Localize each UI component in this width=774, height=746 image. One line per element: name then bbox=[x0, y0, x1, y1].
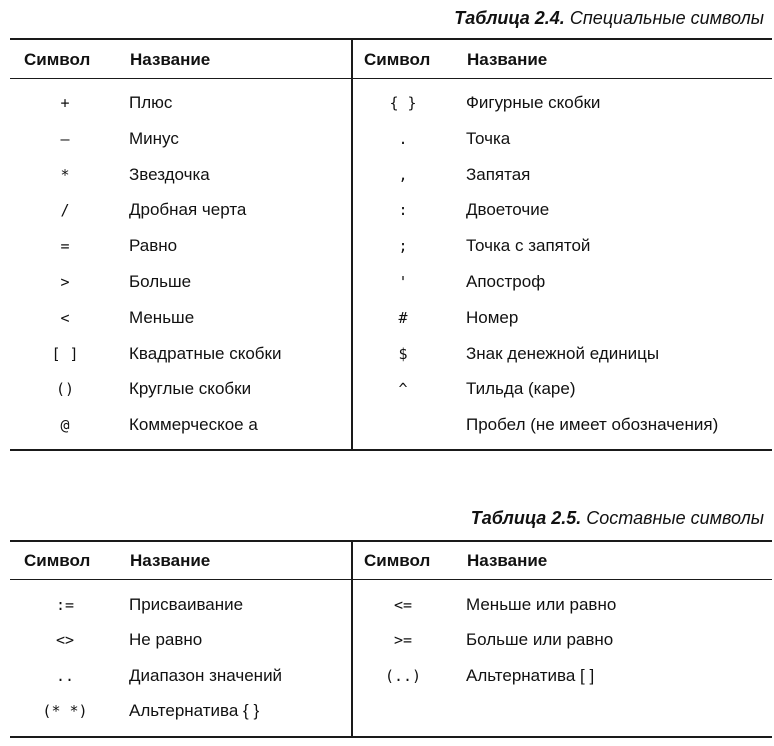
symbol-cell: ^ bbox=[398, 380, 408, 399]
name-cell: Меньше bbox=[129, 307, 195, 327]
table-caption bbox=[454, 8, 764, 29]
table-bottom-rule bbox=[10, 736, 772, 738]
table-header-rule bbox=[10, 78, 772, 79]
symbol-cell: (* *) bbox=[42, 701, 88, 720]
symbol-cell: { } bbox=[389, 94, 417, 112]
name-cell: Фигурные скобки bbox=[466, 93, 601, 112]
symbol-cell: * bbox=[60, 165, 70, 184]
symbol-cell: . bbox=[398, 129, 408, 148]
name-cell: Апостроф bbox=[466, 272, 546, 291]
table-column-divider bbox=[351, 540, 353, 738]
table-top-rule bbox=[10, 38, 772, 40]
symbol-cell: $ bbox=[398, 344, 408, 363]
name-cell: Больше или равно bbox=[466, 630, 614, 650]
symbol-cell: ; bbox=[398, 237, 408, 256]
name-cell: Коммерческое а bbox=[129, 415, 258, 435]
symbol-cell: () bbox=[55, 380, 75, 399]
table-caption bbox=[471, 508, 764, 529]
name-cell: Запятая bbox=[466, 164, 531, 184]
name-cell: Минус bbox=[129, 128, 179, 148]
symbol-cell: [ ] bbox=[51, 344, 79, 363]
table-top-rule bbox=[10, 540, 772, 542]
symbol-cell: >= bbox=[393, 631, 413, 650]
symbol-cell: @ bbox=[60, 416, 70, 435]
symbol-cell: = bbox=[60, 237, 70, 256]
symbol-cell: ' bbox=[398, 273, 408, 291]
header-name-left: Название bbox=[130, 551, 211, 570]
table-number: Таблица 2.5. bbox=[470, 508, 582, 528]
header-name-right: Название bbox=[467, 551, 548, 570]
name-cell: Точка bbox=[466, 128, 511, 148]
name-cell: Номер bbox=[466, 307, 519, 327]
name-cell: Двоеточие bbox=[466, 200, 550, 220]
name-cell: Квадратные скобки bbox=[129, 343, 282, 363]
table-number: Таблица 2.4. bbox=[454, 8, 565, 28]
header-symbol-right: Символ bbox=[364, 551, 431, 570]
name-cell: Не равно bbox=[129, 630, 203, 650]
name-cell: Точка с запятой bbox=[466, 236, 591, 256]
name-cell: Знак денежной единицы bbox=[466, 343, 660, 363]
symbol-cell: < bbox=[60, 308, 70, 327]
name-cell: Пробел (не имеет обозначения) bbox=[466, 415, 719, 435]
symbol-cell: # bbox=[398, 308, 408, 327]
header-symbol-left: Символ bbox=[24, 551, 91, 570]
name-cell: Равно bbox=[129, 236, 178, 256]
table-title: Составные символы bbox=[586, 508, 764, 528]
name-cell: Тильда (каре) bbox=[466, 379, 576, 399]
name-cell: Альтернатива { } bbox=[129, 700, 260, 720]
header-symbol-left: Символ bbox=[24, 50, 91, 69]
symbol-cell: – bbox=[60, 129, 70, 148]
name-cell: Диапазон значений bbox=[129, 665, 283, 685]
symbol-cell: / bbox=[60, 201, 70, 220]
symbol-cell: > bbox=[60, 273, 70, 291]
name-cell: Звездочка bbox=[129, 164, 210, 184]
table-header-rule bbox=[10, 579, 772, 580]
name-cell: Присваивание bbox=[129, 595, 244, 614]
name-cell: Круглые скобки bbox=[129, 379, 252, 399]
symbol-cell: + bbox=[60, 94, 70, 112]
table-title: Специальные символы bbox=[569, 8, 764, 28]
name-cell: Больше bbox=[129, 272, 192, 291]
name-cell: Меньше или равно bbox=[466, 595, 617, 614]
table-bottom-rule bbox=[10, 449, 772, 451]
symbol-cell: , bbox=[398, 165, 408, 184]
name-cell: Плюс bbox=[129, 93, 173, 112]
symbol-cell: : bbox=[398, 201, 408, 220]
symbol-cell: (..) bbox=[384, 666, 422, 685]
symbol-cell: <> bbox=[55, 631, 75, 650]
symbol-cell: <= bbox=[393, 596, 413, 614]
header-symbol-right: Символ bbox=[364, 50, 431, 69]
header-name-left: Название bbox=[130, 50, 211, 69]
header-name-right: Название bbox=[467, 50, 548, 69]
name-cell: Альтернатива [ ] bbox=[466, 665, 595, 685]
name-cell: Дробная черта bbox=[129, 200, 247, 220]
symbol-cell: .. bbox=[55, 666, 75, 685]
table-column-divider bbox=[351, 38, 353, 451]
symbol-cell: := bbox=[55, 596, 75, 614]
